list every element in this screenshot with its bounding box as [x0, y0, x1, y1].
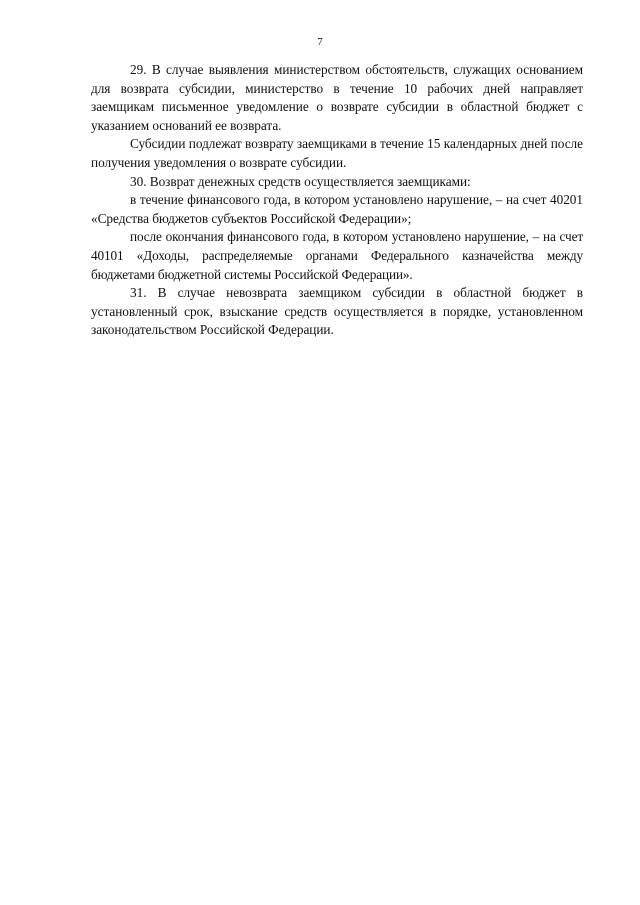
paragraph-30-current-year: в течение финансового года, в котором установлено нарушение, – на счет 40201 «Средства бюджетов субъектов Российской Федерации»; — [91, 192, 583, 226]
page-number: 7 — [317, 36, 323, 48]
paragraph-31: 31. В случае невозврата заемщиком субсидии в областной бюджет в установленный срок, взыскание средств осуществляется в порядке, установленном законодательством Российской Федерации. — [91, 285, 583, 338]
paragraph-30: 30. Возврат денежных средств осуществляется заемщиками: — [130, 173, 471, 189]
paragraph-29: 29. В случае выявления министерством обстоятельств, служащих основанием для возврата субсидии, министерство в течение 10 рабочих дней направляет заемщикам письменное уведомление о возврате субсидии в областной бюджет с указанием оснований ее возврата. — [91, 62, 583, 133]
paragraph-30-after-year: после окончания финансового года, в котором установлено нарушение, – на счет 40101 «Доходы, распределяемые органами Федерального казначейства между бюджетами бюджетной системы Российской Федерации». — [91, 229, 583, 282]
paragraph-29-return-term: Субсидии подлежат возврату заемщиками в течение 15 календарных дней после получения уведомления о возврате субсидии. — [91, 136, 583, 170]
document-body — [91, 61, 583, 340]
